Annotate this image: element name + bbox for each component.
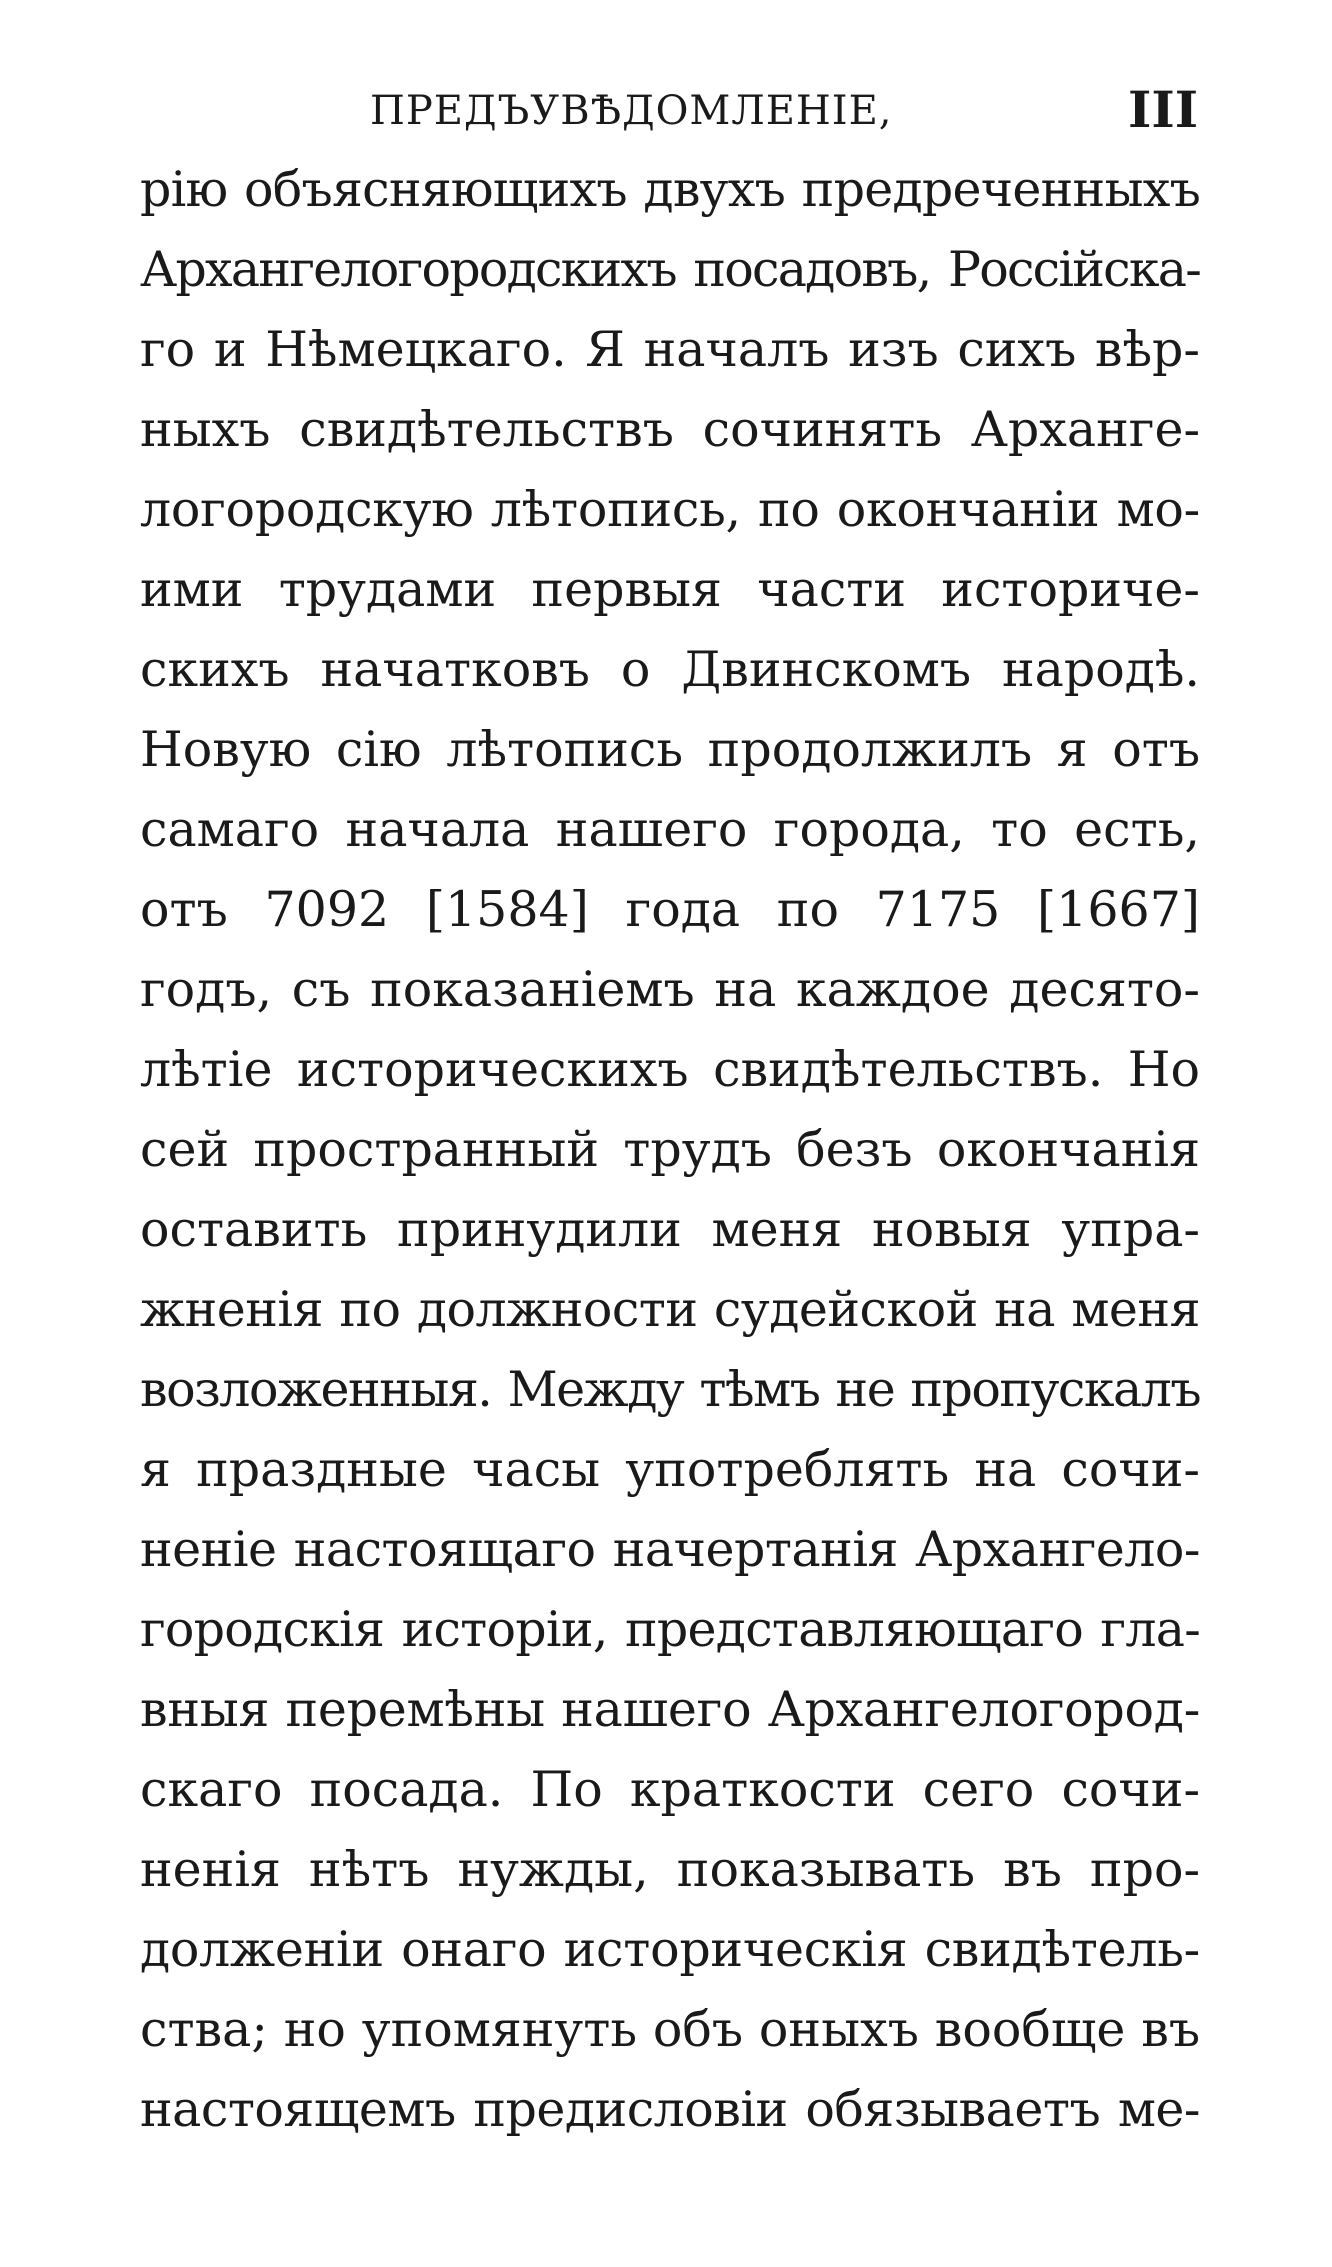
running-head: ПРЕДЪУВѢДОМЛЕНІЕ, [370,88,893,134]
text-line: ныхъ свидѣтельствъ сочинять Архангe- [140,401,1200,458]
text-line: возложенныя. Между тѣмъ не пропускалъ [140,1361,1200,1418]
text-line: неніе настоящаго начертанія Архангело- [140,1521,1200,1578]
page-number: III [1128,80,1199,139]
text-line: годъ, съ показаніемъ на каждое десято- [140,961,1200,1018]
text-line: оставить принудили меня новыя упра- [140,1201,1200,1258]
text-line: вныя перемѣны нашего Архангелогород- [140,1681,1200,1738]
text-line: ненія нѣтъ нужды, показывать въ про- [140,1841,1200,1898]
text-line: сей пространный трудъ безъ окончанія [140,1121,1200,1178]
text-line: я праздные часы употреблять на сочи- [140,1441,1200,1498]
text-line: логородскую лѣтопись, по окончаніи мо- [140,481,1200,538]
text-line: отъ 7092 [1584] года по 7175 [1667] [140,881,1200,938]
text-line: самаго начала нашего города, то есть, [140,801,1200,858]
text-line: го и Нѣмецкаго. Я началъ изъ сихъ вѣр- [140,321,1200,378]
text-line: ства; но упомянуть объ оныхъ вообще въ [140,2001,1200,2058]
text-line: Новую сію лѣтопись продолжилъ я отъ [140,721,1200,778]
text-line: городскія исторіи, представляющаго гла- [140,1601,1200,1658]
body-text [140,150,1200,2150]
text-line: долженіи онаго историческія свидѣтель- [140,1921,1200,1978]
text-line: жненія по должности судейской на меня [140,1281,1200,1338]
text-line: скихъ начатковъ о Двинскомъ народѣ. [140,641,1200,698]
text-line: скаго посада. По краткости сего сочи- [140,1761,1200,1818]
text-line: лѣтіе историческихъ свидѣтельствъ. Но [140,1041,1200,1098]
text-line: рію объясняющихъ двухъ предреченныхъ [140,161,1200,218]
text-line: ими трудами первыя части историче- [140,561,1200,618]
text-line: настоящемъ предисловіи обязываетъ ме- [140,2081,1200,2138]
text-line: Архангелогородскихъ посадовъ, Россійска- [140,241,1200,298]
